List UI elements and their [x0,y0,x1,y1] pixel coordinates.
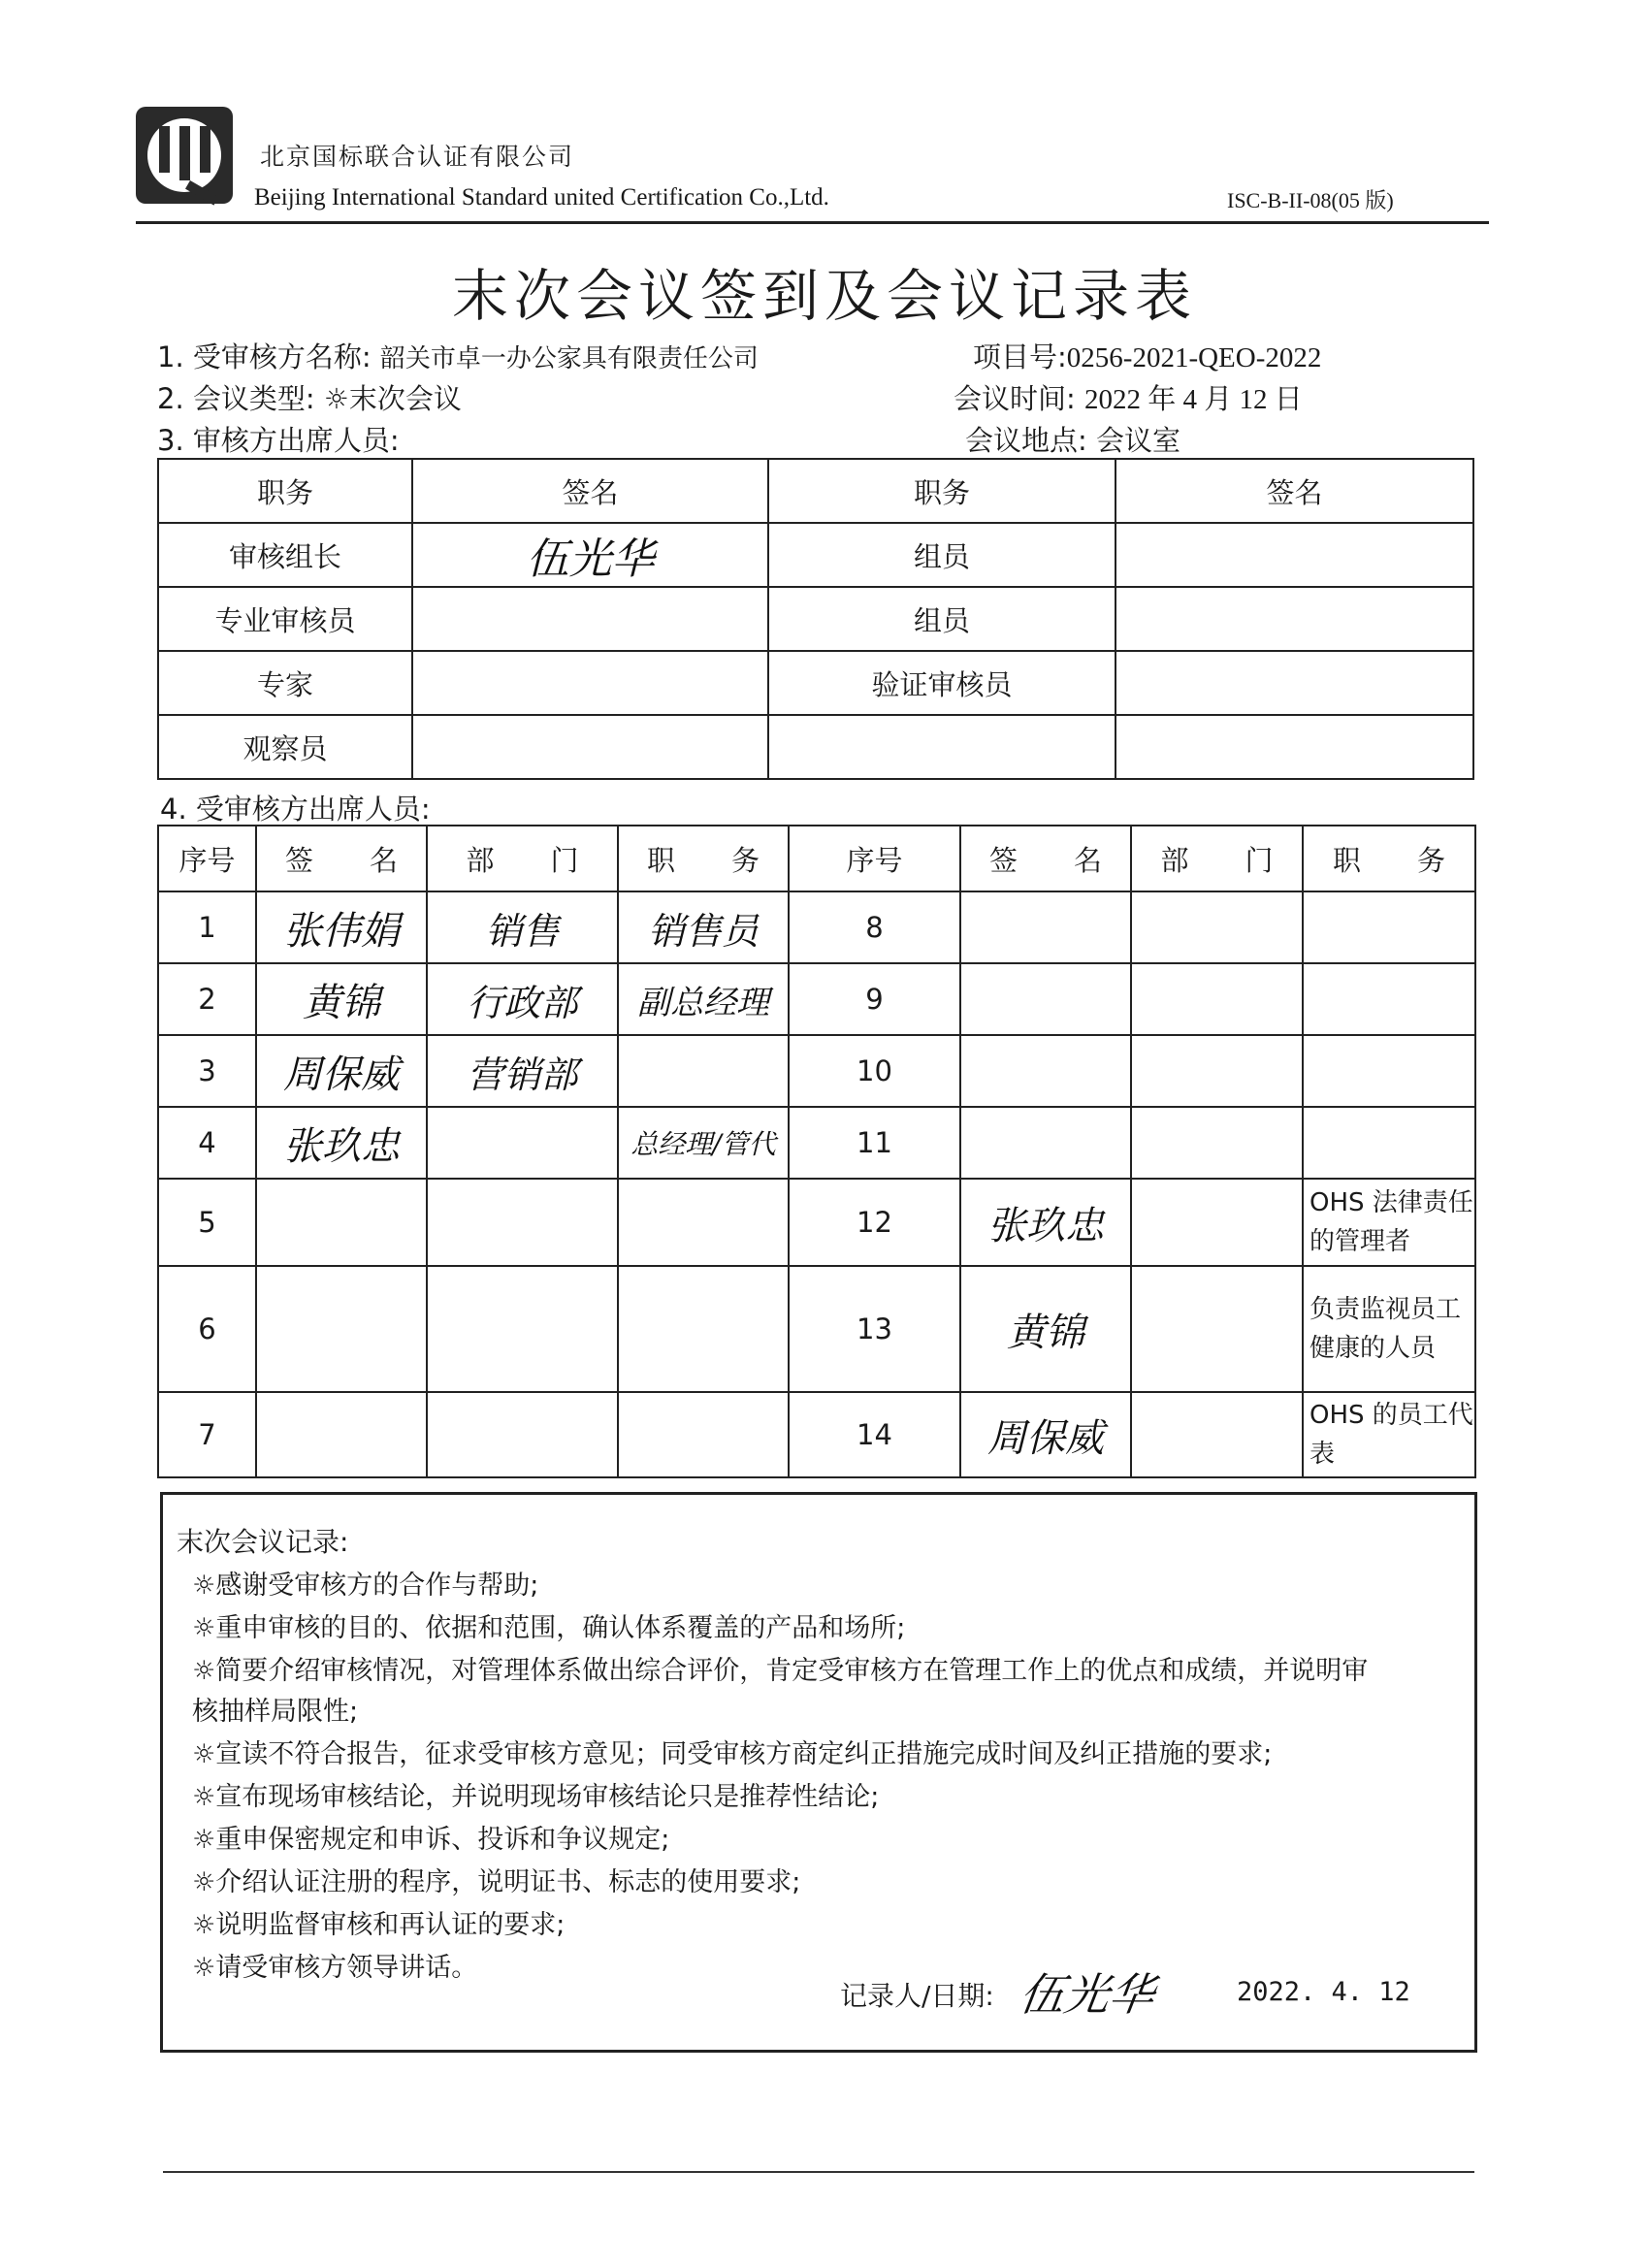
department-cell [427,891,618,963]
header-signature: 签名 [1116,459,1473,523]
seq-cell: 5 [158,1179,256,1266]
auditor-attendees-label: 3. 审核方出席人员: [157,424,400,457]
role-cell: 审核组长 [158,523,412,587]
header-department: 部 门 [1131,826,1303,891]
meeting-time-label: 会议时间: [954,382,1076,415]
table-row [158,1392,1475,1477]
header-seq: 序号 [789,826,960,891]
department-cell [427,1107,618,1179]
department-cell [427,1179,618,1266]
position-cell [618,1035,789,1107]
handwritten-signature: 张伟娟 [283,908,400,954]
project-number-label: 项目号: [973,340,1067,373]
position-cell [618,963,789,1035]
handwritten-signature: 周保威 [987,1415,1104,1461]
signature-cell [412,715,768,779]
auditor-attendance-table [157,458,1474,780]
header-position: 职务 [768,459,1116,523]
meeting-type-value: ☼末次会议 [323,382,462,415]
position-cell [618,891,789,963]
position-cell [1303,891,1475,963]
meeting-time-value: 2022 年 4 月 12 日 [1084,384,1303,415]
auditee-name-label: 1. 受审核方名称: [157,340,372,373]
signature-cell [412,651,768,715]
handwritten-signature: 张玖忠 [987,1203,1104,1248]
table-row [158,587,1473,651]
table-row [158,963,1475,1035]
seq-cell: 3 [158,1035,256,1107]
position-cell: OHS 的员工代表 [1303,1392,1475,1477]
signature-cell [960,1392,1131,1477]
meeting-place-value: 会议室 [1096,424,1181,457]
meeting-record-title: 末次会议记录: [177,1526,349,1558]
seq-cell: 6 [158,1266,256,1392]
handwritten-signature: 黄锦 [1007,1310,1084,1355]
seq-cell: 4 [158,1107,256,1179]
signature-cell [960,891,1131,963]
project-number-field [973,336,1321,375]
record-item: ☼重申保密规定和申诉、投诉和争议规定; [192,1825,670,1855]
seq-cell: 1 [158,891,256,963]
recorder-label: 记录人/日期: [840,1980,994,2012]
department-cell [427,1035,618,1107]
handwritten-department: 销售 [485,909,560,953]
table-header-row [158,459,1473,523]
record-item: ☼介绍认证注册的程序，说明证书、标志的使用要求; [192,1867,801,1897]
handwritten-signature: 伍光华 [526,535,655,584]
signature-cell [1116,651,1473,715]
table-header-row [158,826,1475,891]
position-cell [618,1266,789,1392]
position-cell [1303,1035,1475,1107]
department-cell [1131,1107,1303,1179]
table-row [158,1179,1475,1266]
seq-cell: 13 [789,1266,960,1392]
signature-cell [256,1179,427,1266]
handwritten-signature: 周保威 [283,1052,400,1097]
position-cell [1303,1107,1475,1179]
signature-cell [1116,523,1473,587]
handwritten-department: 营销部 [467,1053,578,1096]
table-row [158,1035,1475,1107]
seq-cell: 7 [158,1392,256,1477]
seq-cell: 10 [789,1035,960,1107]
table-row [158,651,1473,715]
recorder-signature: 伍光华 [1016,1968,1158,2021]
auditee-name-value: 韶关市卓一办公家具有限责任公司 [379,344,759,373]
header-signature: 签 名 [256,826,427,891]
department-cell [1131,891,1303,963]
role-cell: 组员 [768,587,1116,651]
role-cell: 验证审核员 [768,651,1116,715]
handwritten-position: 销售员 [647,909,759,953]
department-cell [427,1266,618,1392]
record-item: ☼感谢受审核方的合作与帮助; [192,1571,539,1601]
table-row [158,523,1473,587]
department-cell [1131,963,1303,1035]
role-cell [768,715,1116,779]
role-cell: 组员 [768,523,1116,587]
auditee-attendance-table [157,825,1476,1478]
header-divider [136,221,1489,224]
signature-cell [412,523,768,587]
signature-cell [412,587,768,651]
table-row [158,1266,1475,1392]
department-cell [427,1392,618,1477]
header-department: 部 门 [427,826,618,891]
signature-cell [960,1107,1131,1179]
handwritten-position: 总经理/管代 [630,1128,776,1160]
record-date: 2022. 4. 12 [1237,1977,1410,2007]
seq-cell: 12 [789,1179,960,1266]
project-number-value: 0256-2021-QEO-2022 [1066,342,1322,373]
company-logo [134,105,235,206]
company-name-en: Beijing International Standard united Certification Co.,Ltd. [254,184,829,211]
record-item: ☼宣布现场审核结论，并说明现场审核结论只是推荐性结论; [192,1782,880,1812]
seq-cell: 9 [789,963,960,1035]
header-signature: 签名 [412,459,768,523]
signature-cell [256,1107,427,1179]
meeting-place-field [965,419,1180,459]
form-code: ISC-B-II-08(05 版) [1227,188,1394,212]
position-cell: OHS 法律责任的管理者 [1303,1179,1475,1266]
department-cell [1131,1035,1303,1107]
handwritten-signature: 黄锦 [303,980,380,1025]
signature-cell [1116,587,1473,651]
auditee-attendees-label: 4. 受审核方出席人员: [160,793,431,826]
header-position: 职 务 [618,826,789,891]
signature-cell [256,891,427,963]
table-row [158,891,1475,963]
seq-cell: 11 [789,1107,960,1179]
signature-cell [256,1392,427,1477]
seq-cell: 2 [158,963,256,1035]
table-row [158,1107,1475,1179]
department-cell [1131,1266,1303,1392]
page-title: 末次会议签到及会议记录表 [451,263,1197,329]
position-cell [618,1107,789,1179]
record-item: ☼重申审核的目的、依据和范围，确认体系覆盖的产品和场所; [192,1613,906,1643]
meeting-time-field [954,377,1303,417]
record-item-continuation: 核抽样局限性; [192,1697,359,1727]
department-cell [427,963,618,1035]
meeting-place-label: 会议地点: [965,424,1087,457]
department-cell [1131,1179,1303,1266]
position-cell [618,1392,789,1477]
role-cell: 专家 [158,651,412,715]
signature-cell [256,1035,427,1107]
record-item: ☼说明监督审核和再认证的要求; [192,1910,566,1940]
table-row [158,715,1473,779]
header-signature: 签 名 [960,826,1131,891]
record-item: ☼宣读不符合报告，征求受审核方意见；同受审核方商定纠正措施完成时间及纠正措施的要求; [192,1739,1273,1769]
meeting-type-label: 2. 会议类型: [157,382,315,415]
header-position: 职务 [158,459,412,523]
header-seq: 序号 [158,826,256,891]
record-item: ☼请受审核方领导讲话。 [192,1953,478,1983]
position-cell: 负责监视员工健康的人员 [1303,1266,1475,1392]
seq-cell: 14 [789,1392,960,1477]
signature-cell [960,1266,1131,1392]
signature-cell [256,1266,427,1392]
company-name-cn: 北京国标联合认证有限公司 [260,143,575,171]
record-item: ☼简要介绍审核情况，对管理体系做出综合评价，肯定受审核方在管理工作上的优点和成绩，并说明审 [192,1656,1369,1686]
department-cell [1131,1392,1303,1477]
role-cell: 观察员 [158,715,412,779]
position-cell [618,1179,789,1266]
handwritten-department: 行政部 [467,981,578,1024]
handwritten-position: 副总经理 [637,983,769,1022]
header-position: 职 务 [1303,826,1475,891]
footer-divider [163,2171,1474,2173]
meeting-type-field [157,377,462,417]
signature-cell [1116,715,1473,779]
signature-cell [960,1035,1131,1107]
handwritten-signature: 张玖忠 [283,1123,400,1169]
auditee-name-field [157,336,759,375]
signature-cell [960,963,1131,1035]
role-cell: 专业审核员 [158,587,412,651]
signature-cell [256,963,427,1035]
seq-cell: 8 [789,891,960,963]
signature-cell [960,1179,1131,1266]
position-cell [1303,963,1475,1035]
